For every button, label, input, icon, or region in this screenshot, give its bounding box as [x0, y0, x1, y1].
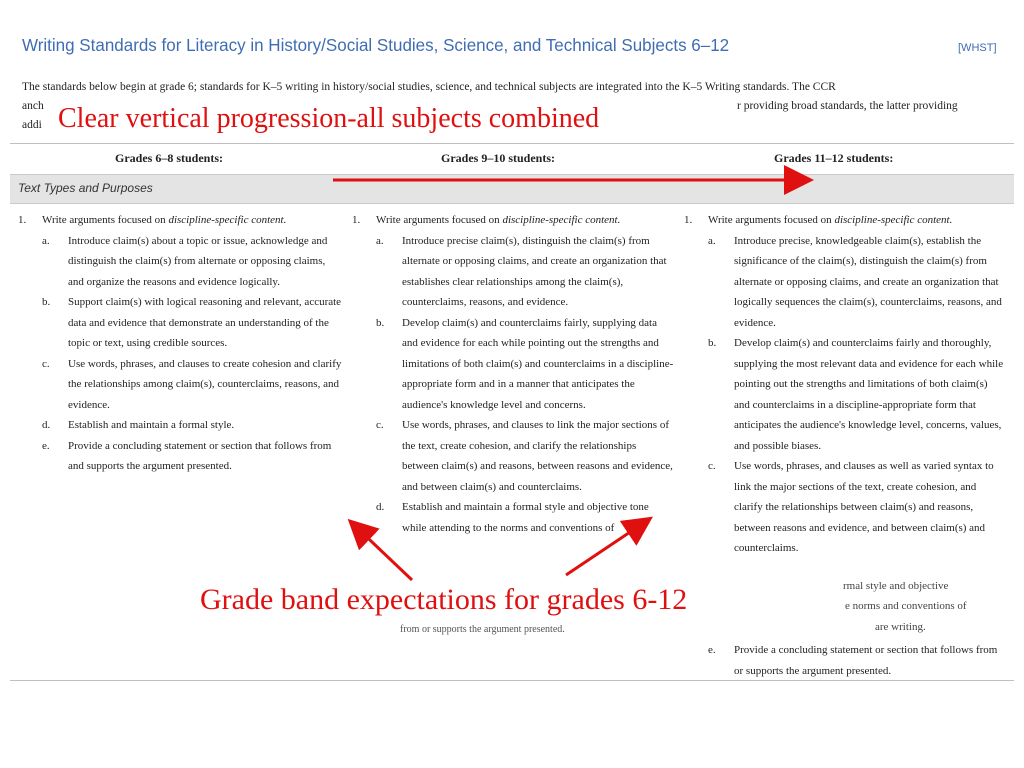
column-header-grades-6-8: Grades 6–8 students: [115, 151, 224, 165]
list-item: b. Develop claim(s) and counterclaims fairly and thoroughly, supplying the most relevant data and evidence for each while pointing out the strengths and limitations of both claim(s) and counterclaims in a discipline-appropriate form that anticipates the audience's knowledge level, concerns, values, and possible biases. [708, 337, 1004, 452]
intro-line-2-end: r providing broad standards, the latter providing [737, 100, 958, 112]
annotation-vertical-progression: Clear vertical progression-all subjects combined [52, 103, 605, 135]
column-header-grades-11-12: Grades 11–12 students: [774, 151, 894, 165]
standard-heading: 1. Write arguments focused on discipline-specific content. [352, 214, 621, 226]
list-item: e. Provide a concluding statement or section that follows from and supports the argument presented. [42, 439, 332, 472]
standard-tag: [WHST] [958, 42, 997, 54]
standard-heading: 1. Write arguments focused on discipline-specific content. [684, 214, 953, 226]
list-item: c. Use words, phrases, and clauses to create cohesion and clarify the relationships among claim(s), counterclaims, reasons, and evidence. [42, 357, 342, 411]
intro-line-2-start: anch [22, 100, 44, 112]
section-label: Text Types and Purposes [18, 181, 153, 195]
list-item: a. Introduce claim(s) about a topic or issue, acknowledge and distinguish the claim(s) from alternate or opposing claims, and organize the reasons and evidence logically. [42, 234, 328, 288]
obscured-text: are writing. [875, 621, 926, 633]
arrow-to-grades-9-10 [566, 520, 648, 575]
list-item: e. Provide a concluding statement or section that follows from or supports the argument presented. [708, 644, 998, 677]
obscured-text: from or supports the argument presented. [400, 624, 565, 635]
list-item: a. Introduce precise claim(s), distinguish the claim(s) from alternate or opposing claims, and create an organization that establishes clear relationships among the claim(s), counterclaims, reasons, and evidence. [376, 234, 667, 308]
obscured-text: rmal style and objective [843, 580, 949, 592]
list-item: c. Use words, phrases, and clauses as well as varied syntax to link the major sections of the text, create cohesion, and clarify the relationships between claim(s) and reasons, between reasons and evidence, and between claim(s) and counterclaims. [708, 460, 994, 554]
arrow-to-grades-6-8 [352, 523, 412, 580]
document-title: Writing Standards for Literacy in History/Social Studies, Science, and Technical Subjects 6–12 [22, 35, 730, 56]
list-item: c. Use words, phrases, and clauses to link the major sections of the text, create cohesion, and clarify the relationships between claim(s) and reasons, between reasons and evidence, and between claim(s) and counterclaims. [376, 419, 673, 493]
obscured-text: e norms and conventions of [845, 600, 967, 612]
list-item: a. Introduce precise, knowledgeable claim(s), establish the significance of the claim(s), distinguish the claim(s) from alternate or opposing claims, and create an organization that logically sequences the claim(s), counterclaims, reasons, and evidence. [708, 234, 1002, 329]
standard-heading: 1. Write arguments focused on discipline-specific content. [18, 214, 287, 226]
list-item: b. Develop claim(s) and counterclaims fairly, supplying data and evidence for each while pointing out the strengths and limitations of both claim(s) and counterclaims in a discipline-appropriate form and in a manner that anticipates the audience's knowledge level and concerns. [376, 316, 674, 411]
intro-line-1: The standards below begin at grade 6; standards for K–5 writing in history/social studies, science, and technical subjects are integrated into the K–5 Writing standards. The CCR [22, 81, 836, 93]
column-header-grades-9-10: Grades 9–10 students: [441, 151, 556, 165]
list-item: d. Establish and maintain a formal style. [42, 419, 235, 431]
list-item: b. Support claim(s) with logical reasoning and relevant, accurate data and evidence that demonstrate an understanding of the topic or text, using credible sources. [42, 296, 342, 349]
annotation-grade-band: Grade band expectations for grades 6-12 [194, 583, 693, 617]
intro-line-3-start: addi [22, 119, 42, 131]
list-item: d. Establish and maintain a formal style and objective tone while attending to the norms and conventions of [376, 501, 649, 534]
